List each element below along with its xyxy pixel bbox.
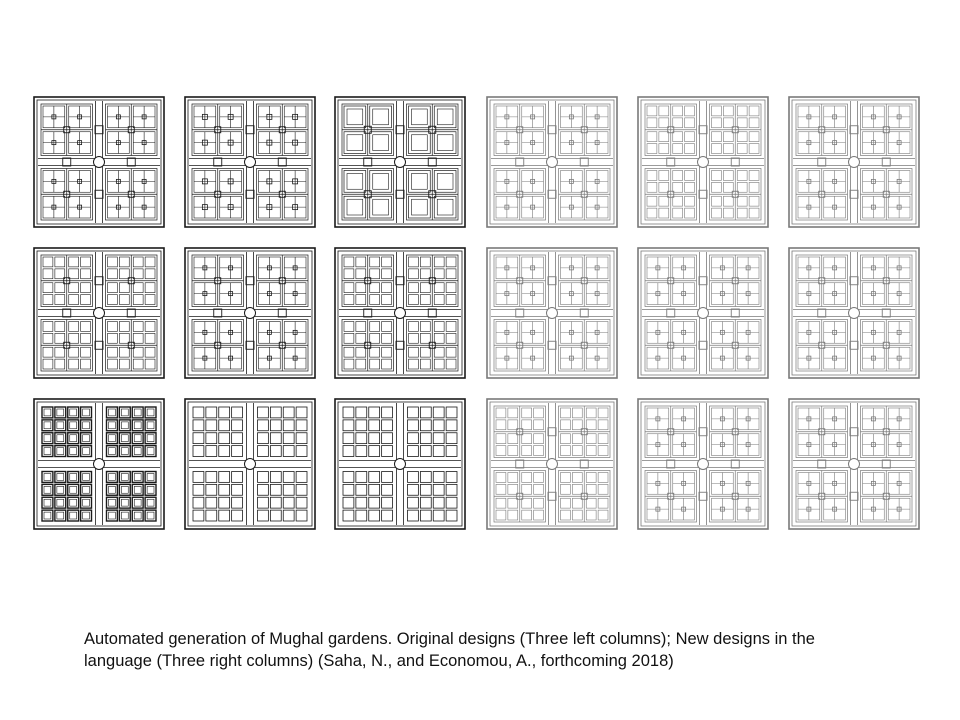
garden-plan-original-r2c2 [185,248,315,378]
caption-line-1: Automated generation of Mughal gardens. Original designs (Three left columns); New designs in the [84,630,815,648]
garden-plan-new-r1c5 [638,97,768,227]
figure-caption [84,628,944,672]
garden-plan-new-r2c4 [487,248,617,378]
garden-plan-new-r3c5 [638,399,768,529]
garden-plan-new-r2c6 [789,248,919,378]
garden-plan-new-r2c5 [638,248,768,378]
garden-plan-original-r1c2 [185,97,315,227]
garden-plan-new-r1c6 [789,97,919,227]
caption-line-2: language (Three right columns) (Saha, N., and Economou, A., forthcoming 2018) [84,652,674,670]
garden-plan-original-r3c1 [34,399,164,529]
garden-plan-original-r1c3 [335,97,465,227]
garden-plan-new-r3c6 [789,399,919,529]
garden-plan-original-r2c1 [34,248,164,378]
garden-plan-original-r3c2 [185,399,315,529]
garden-plan-new-r3c4 [487,399,617,529]
garden-plan-new-r1c4 [487,97,617,227]
garden-plan-original-r2c3 [335,248,465,378]
garden-plan-original-r3c3 [335,399,465,529]
garden-plan-original-r1c1 [34,97,164,227]
